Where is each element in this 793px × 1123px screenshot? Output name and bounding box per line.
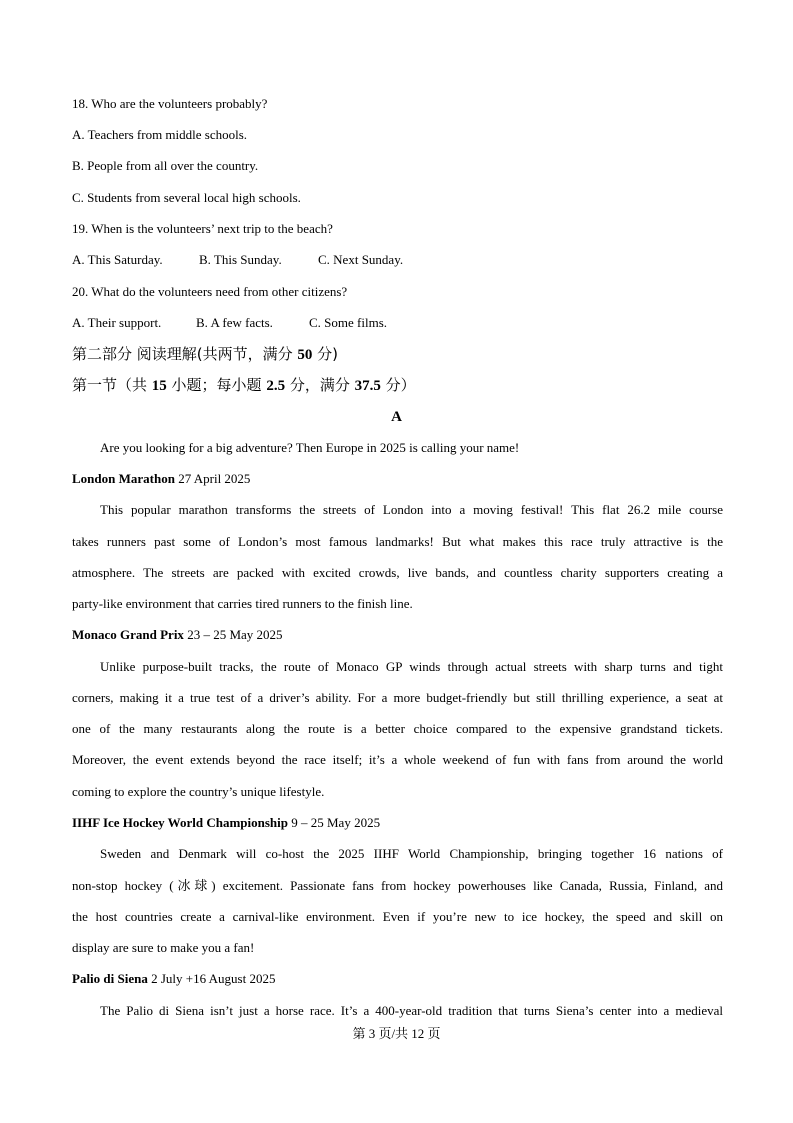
event-date: 2 July +16 August 2025: [147, 971, 276, 986]
paragraph-line: Sweden and Denmark will co-host the 2025 IIHF World Championship, bringing together 16 nations of: [100, 846, 723, 861]
question-18-option-c: C. Students from several local high schools.: [72, 190, 301, 205]
event-title: London Marathon: [72, 471, 175, 486]
event-heading-palio: [72, 971, 723, 987]
subsection-count: 15: [151, 378, 167, 394]
question-18-option-b: B. People from all over the country.: [72, 158, 259, 173]
paragraph-line: Unlike purpose-built tracks, the route of Monaco GP winds through actual streets with sharp turns and tight: [100, 659, 723, 674]
event-heading-iihf: [72, 815, 723, 831]
paragraph-line: takes runners past some of London’s most famous landmarks! But what makes this race truly attractive is the: [72, 534, 723, 549]
paragraph-line: corners, making it a true test of a driver’s ability. For a more budget-friendly but still thrilling experience, a seat at: [72, 690, 723, 705]
paragraph-line: coming to explore the country’s unique lifestyle.: [72, 784, 325, 799]
subsection-heading: [72, 376, 416, 395]
subsection-prefix: 第一节（共: [72, 376, 152, 394]
paragraph-line: non-stop hockey (冰球) excitement. Passionate fans from hockey powerhouses like Canada, Russia, Finland, and: [72, 878, 723, 893]
question-19-option-b: B. This Sunday.: [199, 252, 282, 267]
event-title: Palio di Siena: [72, 971, 148, 986]
question-20-stem: 20. What do the volunteers need from other citizens?: [72, 284, 348, 299]
paragraph-line: atmosphere. The streets are packed with excited crowds, live bands, and countless charity supporters creating a: [72, 565, 723, 580]
question-20-options: [72, 315, 723, 331]
question-20-option-b: B. A few facts.: [196, 315, 273, 330]
page-number-footer: 第 3 页/共 12 页: [352, 1026, 441, 1041]
event-heading-london: [72, 471, 723, 487]
subsection-mid2: 分，满分: [285, 376, 355, 394]
question-20-option-c: C. Some films.: [309, 315, 388, 330]
subsection-each: 2.5: [266, 378, 286, 394]
subsection-total: 37.5: [354, 378, 381, 394]
paragraph-line: This popular marathon transforms the streets of London into a moving festival! This flat 26.2 mile course: [100, 502, 723, 517]
question-20-option-a: A. Their support.: [72, 315, 162, 330]
event-title: IIHF Ice Hockey World Championship: [72, 815, 288, 830]
question-19-option-a: A. This Saturday.: [72, 252, 163, 267]
subsection-suffix: 分）: [380, 376, 416, 394]
paragraph-line: party-like environment that carries tired runners to the finish line.: [72, 596, 413, 611]
part-heading-score: 50: [297, 347, 313, 363]
event-date: 27 April 2025: [174, 471, 251, 486]
paragraph-line: display are sure to make you a fan!: [72, 940, 255, 955]
question-18-option-a: A. Teachers from middle schools.: [72, 127, 248, 142]
event-title: Monaco Grand Prix: [72, 627, 184, 642]
paragraph-line: the host countries create a carnival-like environment. Even if you’re new to ice hockey, the speed and skill on: [72, 909, 723, 924]
event-date: 23 – 25 May 2025: [183, 627, 283, 642]
question-18-stem: 18. Who are the volunteers probably?: [72, 96, 268, 111]
question-19-options: [72, 252, 723, 268]
passage-label: A: [391, 409, 402, 425]
question-19-option-c: C. Next Sunday.: [318, 252, 404, 267]
paragraph-line: one of the many restaurants along the route is a better choice compared to the expensive grandstand tickets.: [72, 721, 723, 736]
paragraph-line: Moreover, the event extends beyond the race itself; it’s a whole weekend of fun with fans from around the world: [72, 752, 723, 767]
event-date: 9 – 25 May 2025: [287, 815, 381, 830]
question-19-stem: 19. When is the volunteers’ next trip to the beach?: [72, 221, 333, 236]
paragraph-line: The Palio di Siena isn’t just a horse race. It’s a 400-year-old tradition that turns Siena’s center into a medieval: [100, 1003, 723, 1018]
part-heading-prefix: 第二部分 阅读理解(共两节，满分: [72, 345, 298, 363]
subsection-mid1: 小题；每小题: [166, 376, 267, 394]
part-heading-suffix: 分): [312, 345, 339, 363]
event-heading-monaco: [72, 627, 723, 643]
part-heading: [72, 345, 338, 364]
passage-intro: Are you looking for a big adventure? Then Europe in 2025 is calling your name!: [100, 440, 520, 455]
